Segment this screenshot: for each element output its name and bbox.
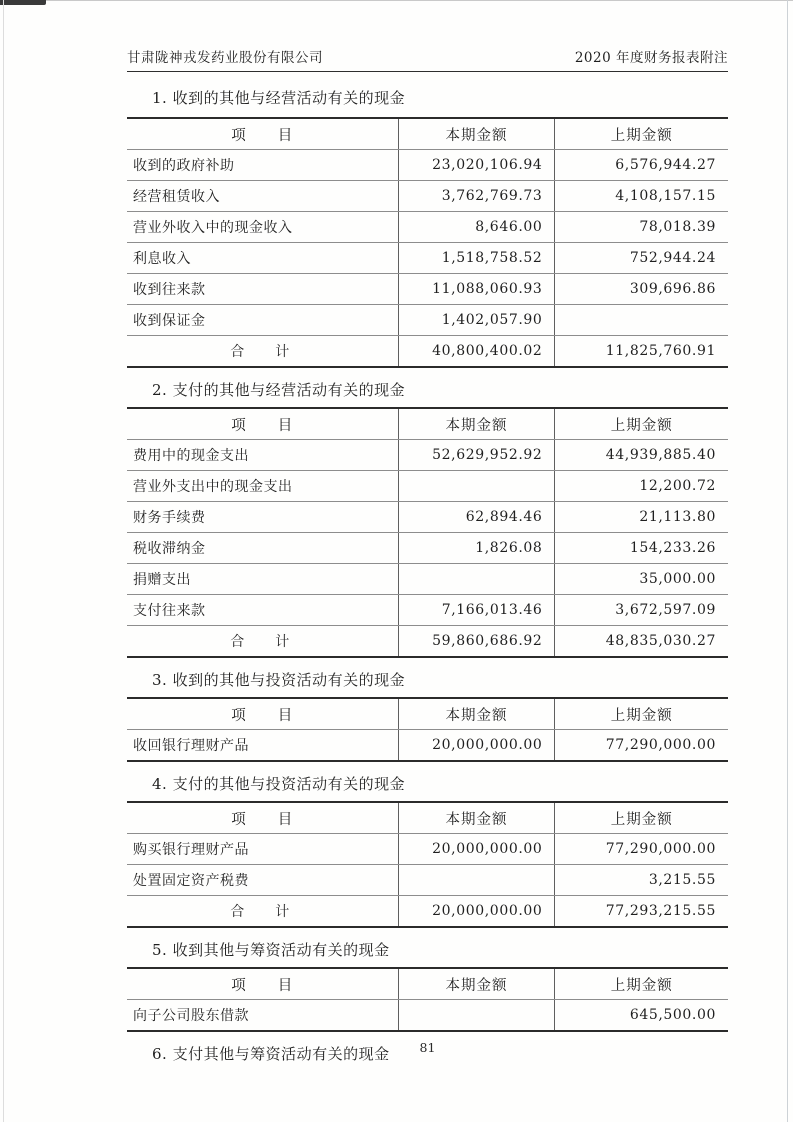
item-cell: 处置固定资产税费 xyxy=(127,865,398,896)
current-amount-cell: 8,646.00 xyxy=(398,212,555,243)
item-cell: 经营租赁收入 xyxy=(127,181,398,212)
table-row xyxy=(127,274,728,305)
item-cell: 收到往来款 xyxy=(127,274,398,305)
item-cell: 财务手续费 xyxy=(127,502,398,533)
current-amount-cell: 3,762,769.73 xyxy=(398,181,555,212)
table-other-cash-paid-investing xyxy=(127,801,728,928)
table-row xyxy=(127,305,728,336)
current-amount-cell: 1,518,758.52 xyxy=(398,243,555,274)
total-prior-cell: 48,835,030.27 xyxy=(555,626,728,658)
section-title-4: 4. 支付的其他与投资活动有关的现金 xyxy=(152,775,406,793)
scan-smudge-top-left xyxy=(0,0,46,5)
column-header-current: 本期金额 xyxy=(398,802,555,834)
table-row xyxy=(127,595,728,626)
total-current-cell: 59,860,686.92 xyxy=(398,626,555,658)
item-cell: 向子公司股东借款 xyxy=(127,1000,398,1032)
current-amount-cell: 23,020,106.94 xyxy=(398,150,555,181)
section-title-5: 5. 收到其他与筹资活动有关的现金 xyxy=(152,941,390,959)
item-cell: 营业外支出中的现金支出 xyxy=(127,471,398,502)
table-header-row xyxy=(127,802,728,834)
scan-edge-top xyxy=(0,0,793,1)
report-title: 2020 年度财务报表附注 xyxy=(574,50,728,66)
scan-edge-right xyxy=(787,0,788,1122)
scan-edge-left xyxy=(3,0,4,1122)
column-header-item: 项 目 xyxy=(127,968,398,1000)
current-amount-cell xyxy=(398,471,555,502)
item-cell: 税收滞纳金 xyxy=(127,533,398,564)
column-header-prior: 上期金额 xyxy=(555,408,728,440)
item-cell: 收到的政府补助 xyxy=(127,150,398,181)
table-row xyxy=(127,502,728,533)
total-prior-cell: 11,825,760.91 xyxy=(555,336,728,368)
column-header-current: 本期金额 xyxy=(398,698,555,730)
table-row xyxy=(127,243,728,274)
item-cell: 收到保证金 xyxy=(127,305,398,336)
current-amount-cell: 1,402,057.90 xyxy=(398,305,555,336)
prior-amount-cell: 154,233.26 xyxy=(555,533,728,564)
column-header-item: 项 目 xyxy=(127,698,398,730)
column-header-prior: 上期金额 xyxy=(555,968,728,1000)
column-header-current: 本期金额 xyxy=(398,408,555,440)
table-row xyxy=(127,212,728,243)
prior-amount-cell: 78,018.39 xyxy=(555,212,728,243)
table-row xyxy=(127,865,728,896)
column-header-prior: 上期金额 xyxy=(555,802,728,834)
current-amount-cell: 20,000,000.00 xyxy=(398,834,555,865)
item-cell: 利息收入 xyxy=(127,243,398,274)
company-name: 甘肃陇神戎发药业股份有限公司 xyxy=(127,50,323,66)
total-label-cell: 合 计 xyxy=(127,626,398,658)
table-row xyxy=(127,1000,728,1032)
total-label-cell: 合 计 xyxy=(127,336,398,368)
total-row xyxy=(127,896,728,928)
table-other-cash-paid-operating xyxy=(127,407,728,658)
prior-amount-cell: 77,290,000.00 xyxy=(555,730,728,762)
current-amount-cell: 1,826.08 xyxy=(398,533,555,564)
current-amount-cell xyxy=(398,564,555,595)
table-row xyxy=(127,834,728,865)
prior-amount-cell: 309,696.86 xyxy=(555,274,728,305)
section-title-3: 3. 收到的其他与投资活动有关的现金 xyxy=(152,671,406,689)
prior-amount-cell: 645,500.00 xyxy=(555,1000,728,1032)
total-current-cell: 20,000,000.00 xyxy=(398,896,555,928)
column-header-current: 本期金额 xyxy=(398,968,555,1000)
section-title-6: 6. 支付其他与筹资活动有关的现金 xyxy=(152,1045,390,1063)
prior-amount-cell: 3,672,597.09 xyxy=(555,595,728,626)
total-row xyxy=(127,336,728,368)
prior-amount-cell: 12,200.72 xyxy=(555,471,728,502)
prior-amount-cell: 44,939,885.40 xyxy=(555,440,728,471)
section-title-2: 2. 支付的其他与经营活动有关的现金 xyxy=(152,381,406,399)
prior-amount-cell: 752,944.24 xyxy=(555,243,728,274)
total-current-cell: 40,800,400.02 xyxy=(398,336,555,368)
item-cell: 费用中的现金支出 xyxy=(127,440,398,471)
table-other-cash-received-investing xyxy=(127,697,728,762)
table-row xyxy=(127,150,728,181)
total-prior-cell: 77,293,215.55 xyxy=(555,896,728,928)
current-amount-cell xyxy=(398,1000,555,1032)
document-content xyxy=(127,46,728,1071)
table-header-row xyxy=(127,968,728,1000)
prior-amount-cell: 6,576,944.27 xyxy=(555,150,728,181)
item-cell: 捐赠支出 xyxy=(127,564,398,595)
column-header-prior: 上期金额 xyxy=(555,118,728,150)
current-amount-cell: 11,088,060.93 xyxy=(398,274,555,305)
prior-amount-cell: 77,290,000.00 xyxy=(555,834,728,865)
column-header-item: 项 目 xyxy=(127,408,398,440)
prior-amount-cell: 3,215.55 xyxy=(555,865,728,896)
table-header-row xyxy=(127,408,728,440)
item-cell: 购买银行理财产品 xyxy=(127,834,398,865)
page-number: 81 xyxy=(419,1040,436,1055)
current-amount-cell: 62,894.46 xyxy=(398,502,555,533)
item-cell: 营业外收入中的现金收入 xyxy=(127,212,398,243)
current-amount-cell xyxy=(398,865,555,896)
current-amount-cell: 52,629,952.92 xyxy=(398,440,555,471)
table-row xyxy=(127,730,728,762)
table-row xyxy=(127,533,728,564)
total-row xyxy=(127,626,728,658)
item-cell: 收回银行理财产品 xyxy=(127,730,398,762)
prior-amount-cell xyxy=(555,305,728,336)
section-title-1: 1. 收到的其他与经营活动有关的现金 xyxy=(152,89,406,107)
table-other-cash-received-financing xyxy=(127,967,728,1032)
prior-amount-cell: 35,000.00 xyxy=(555,564,728,595)
document-header xyxy=(127,46,728,72)
prior-amount-cell: 4,108,157.15 xyxy=(555,181,728,212)
table-other-cash-received-operating xyxy=(127,117,728,368)
table-row xyxy=(127,564,728,595)
table-header-row xyxy=(127,698,728,730)
current-amount-cell: 7,166,013.46 xyxy=(398,595,555,626)
table-row xyxy=(127,181,728,212)
total-label-cell: 合 计 xyxy=(127,896,398,928)
table-header-row xyxy=(127,118,728,150)
current-amount-cell: 20,000,000.00 xyxy=(398,730,555,762)
column-header-item: 项 目 xyxy=(127,802,398,834)
column-header-current: 本期金额 xyxy=(398,118,555,150)
prior-amount-cell: 21,113.80 xyxy=(555,502,728,533)
column-header-prior: 上期金额 xyxy=(555,698,728,730)
column-header-item: 项 目 xyxy=(127,118,398,150)
item-cell: 支付往来款 xyxy=(127,595,398,626)
table-row xyxy=(127,440,728,471)
table-row xyxy=(127,471,728,502)
